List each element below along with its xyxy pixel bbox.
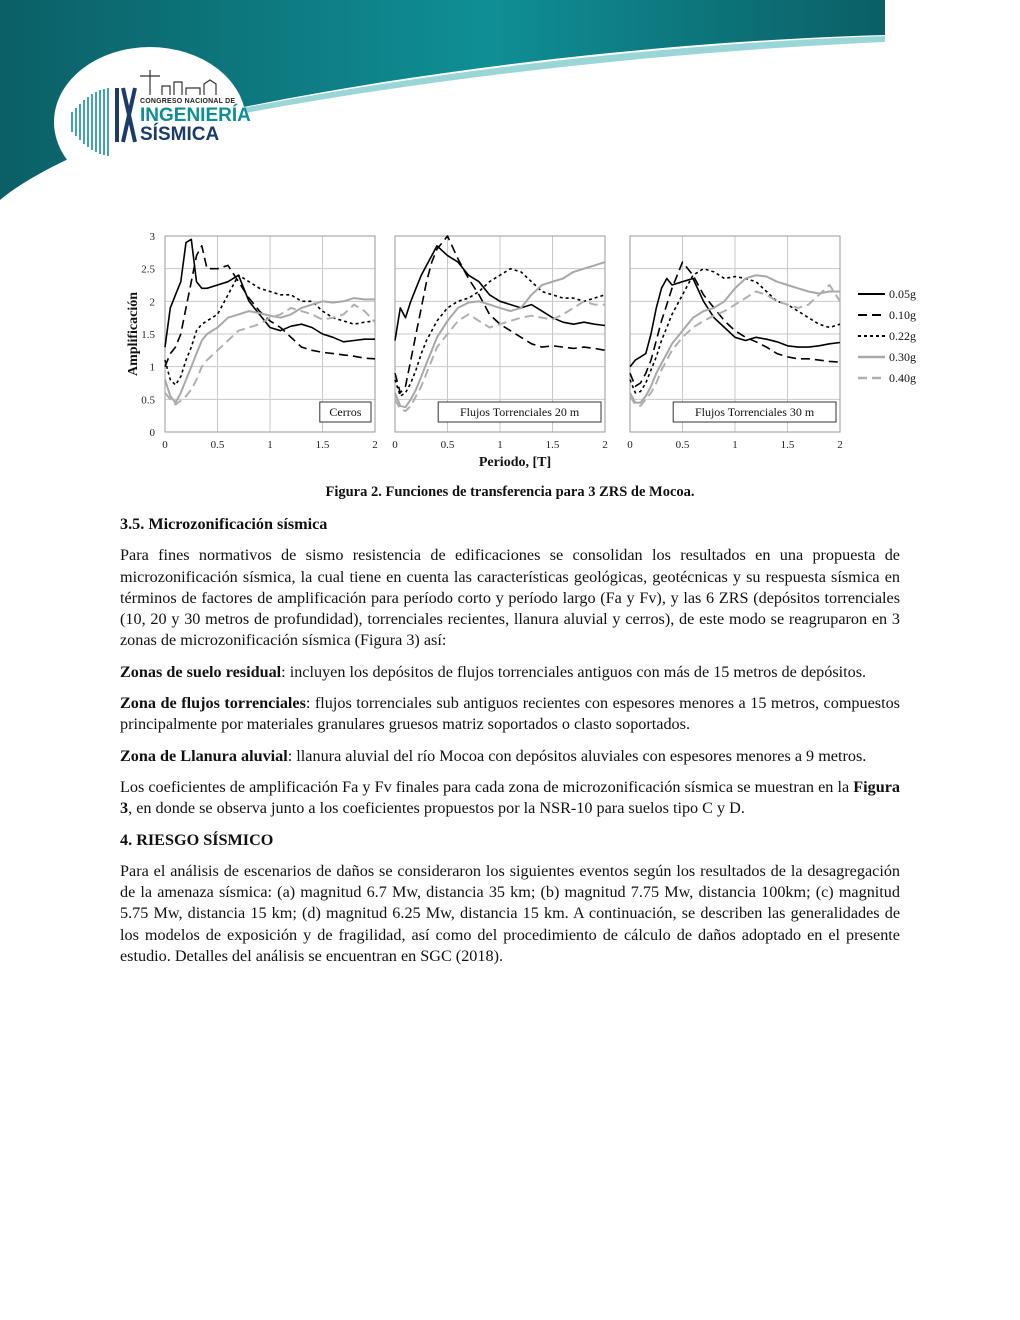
x-tick-label: 0 [162,439,168,451]
logo-line-2: INGENIERÍA [140,105,251,126]
x-tick-label: 0 [627,439,633,451]
legend-entry: 0.22g [889,329,916,343]
y-tick-label: 2 [149,296,155,309]
y-tick-label: 1.5 [141,329,155,341]
y-tick-label: 1 [149,361,155,374]
x-tick-label: 2 [602,439,608,451]
y-tick-label: 2.5 [141,263,155,276]
x-tick-label: 1.5 [315,439,330,451]
x-tick-label: 2 [837,439,843,451]
zona-llanura-text: : llanura aluvial del río Mocoa con depósitos aluviales con espesores menores a 9 metros. [287,746,867,765]
coef-text-2: , en donde se observa junto a los coeficientes propuestos por la NSR-10 para suelos tipo C y D. [128,799,745,818]
x-tick-label: 0.5 [675,439,690,451]
paragraph-zona-flujos [120,693,900,736]
x-tick-label: 1.5 [780,439,795,451]
zona-llanura-label: Zona de Llanura aluvial [120,746,288,765]
section-heading-3-5: 3.5. Microzonificación sísmica [120,515,328,533]
x-tick-label: 1 [732,439,738,451]
panel-label: Cerros [329,405,362,419]
x-axis-label: Periodo, [T] [478,455,552,470]
logo-line-1: CONGRESO NACIONAL DE [140,98,236,105]
body-text [120,510,900,977]
legend-entry: 0.30g [889,350,916,364]
y-axis-label: Amplificación [126,292,141,376]
legend-entry: 0.40g [889,371,916,385]
y-tick-label: 0 [149,427,155,439]
paragraph-coefficients [120,777,900,820]
figure-3-reference: Figura 3 [120,777,900,818]
y-tick-label: 3 [149,231,155,243]
paragraph-zona-llanura [120,746,900,767]
x-tick-label: 0.5 [210,439,225,451]
x-tick-label: 1 [497,439,503,451]
paragraph-zona-residual [120,662,900,683]
zona-residual-text: : incluyen los depósitos de flujos torrenciales antiguos con más de 15 metros de depósitos. [281,662,867,681]
x-tick-label: 1.5 [545,439,560,451]
legend-entry: 0.10g [889,308,916,322]
logo-text [140,98,251,144]
panel-label: Flujos Torrenciales 30 m [694,405,815,419]
y-tick-label: 0.5 [141,394,155,407]
paragraph-seismic-risk: Para el análisis de escenarios de daños se consideraron los siguientes eventos según los resultados de la desagregación de la amenaza sísmica: (a) magnitud 6.7 Mw, distancia 35 km; (b) magnitud 7.75 Mw, distancia 100km; (c) magnitud 5.75 Mw, distancia 15 km; (d) magnitud 6.25 Mw, distancia 15 km. A continuación, se describen las generalidades de los modelos de exposición y de fragilidad, así como del procedimiento de cálculo de daños adoptado en el presente estudio. Detalles del análisis se encuentran en SGC (2018). [120,861,900,966]
transfer-function-figure [110,226,970,476]
coef-text-1: Los coeficientes de amplificación Fa y Fv finales para cada zona de microzonificación sísmica se muestran en la [120,777,854,796]
zona-residual-label: Zonas de suelo residual [120,662,282,681]
figure-caption: Figura 2. Funciones de transferencia para 3 ZRS de Mocoa. [325,484,695,500]
legend-entry: 0.05g [889,287,916,301]
paragraph-microzonation: Para fines normativos de sismo resistencia de edificaciones se consolidan los resultados en una propuesta de microzonificación sísmica, la cual tiene en cuenta las características geológicas, geotécnicas y su respuesta sísmica en términos de factores de amplificación para período corto y período largo (Fa y Fv), y las 6 ZRS (depósitos torrenciales (10, 20 y 30 metros de profundidad), torrenciales recientes, llanura aluvial y cerros), de este modo se reagruparon en 3 zonas de microzonificación sísmica (Figura 3) así: [120,546,900,650]
logo-line-3: SÍSMICA [140,124,220,145]
zona-flujos-text: : flujos torrenciales sub antiguos recientes con espesores menores a 15 metros, compuestos principalmente por materiales granulares gruesos matriz soportados o clasto soportados. [120,694,900,734]
panel-label: Flujos Torrenciales 20 m [459,405,580,419]
x-tick-label: 0.5 [440,439,455,451]
x-tick-label: 0 [392,439,398,451]
section-heading-4: 4. RIESGO SÍSMICO [120,830,274,849]
zona-flujos-label: Zona de flujos torrenciales [120,694,306,713]
x-tick-label: 2 [372,439,378,451]
x-tick-label: 1 [267,439,273,451]
